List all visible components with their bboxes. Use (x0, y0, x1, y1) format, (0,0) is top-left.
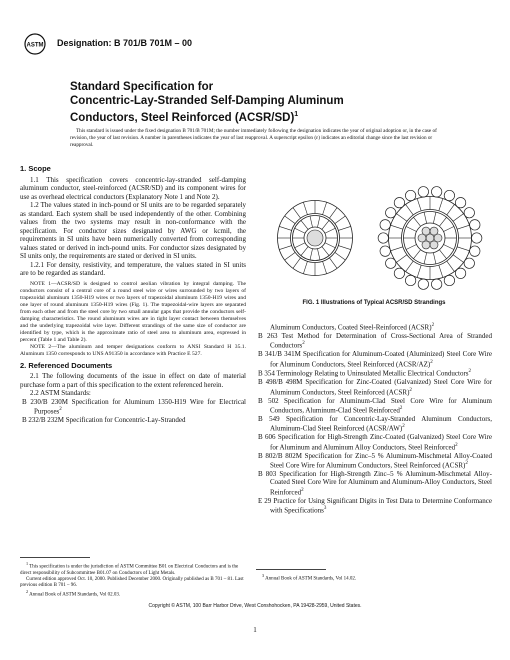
trapezoidal-layer-divider (335, 252, 346, 260)
reference-continuation-text: Aluminum Conductors, Coated Steel-Reinforced (ACSR) (270, 323, 432, 332)
round-aluminum-wire (394, 268, 404, 278)
trapezoidal-layer-divider (317, 216, 320, 227)
round-aluminum-wire (386, 208, 396, 218)
title-line-3-text: Conductors, Steel Reinforced (ACSR/SD) (70, 111, 295, 124)
round-aluminum-wire (455, 198, 465, 208)
steel-core-wire (307, 230, 323, 246)
issuance-notice: This standard is issued under the fixed designation B 701/B 701M; the number immediately following the designation indicates the year of original adoption or, in the case of revision, the year of last revision. A number in parentheses indicates the year of last reapproval. A superscript epsilon (ε) indicates an editorial change since the last revision or reapproval. (70, 128, 437, 148)
reference-item (256, 350, 492, 368)
round-aluminum-wire (431, 187, 441, 197)
trapezoidal-layer-divider (301, 247, 308, 256)
trapezoidal-layer-divider (413, 250, 420, 259)
footnote-text: This specification is under the jurisdiction of ASTM Committee B01 on Electrical Conductors and is the direct responsibility of Subcommittee B01.07 on Conductors of Light Metals. (20, 564, 239, 576)
trapezoidal-layer-divider (303, 202, 307, 214)
reference-item-sup: 2 (455, 442, 458, 448)
trapezoidal-layer-divider (439, 199, 443, 211)
trapezoidal-layer-divider (325, 243, 335, 248)
footnotes-right (256, 573, 492, 583)
trapezoidal-layer-divider (413, 217, 420, 226)
reference-item-text: B 502 Specification for Aluminum-Clad Steel Core Wire for Aluminum Conductors, Aluminum-Clad Steel Reinforced (258, 396, 492, 415)
footnote (256, 573, 492, 583)
trapezoidal-layer-divider (439, 250, 446, 259)
astm-logo (24, 33, 46, 55)
round-aluminum-wire (470, 246, 480, 256)
reference-item-sup: 2 (402, 424, 405, 430)
trapezoidal-layer-divider (439, 217, 446, 226)
trapezoidal-layer-divider (303, 261, 307, 273)
round-aluminum-wire (464, 208, 474, 218)
round-aluminum-wire (470, 220, 480, 230)
trapezoidal-layer-divider (329, 258, 337, 269)
round-aluminum-wire (464, 258, 474, 268)
trapezoidal-layer-divider (417, 265, 421, 277)
trapezoidal-layer-divider (433, 253, 436, 264)
reference-item-text: B 606 Specification for High-Strength Zinc-Coated (Galvanized) Steel Core Wire for Aluminum and Aluminum Alloy Conductors, Steel Reinforced (258, 433, 492, 452)
note-1: NOTE 1—ACSR/SD is designed to control aeolian vibration by integral damping. The conductors consist of a central core of a round steel wire or wires surrounded by two layers of trapezoidal aluminum 1350-H19 wires or two layers of trapezoidal aluminum 1350-H19 wires and one layer of round aluminum 1350-H19 wires (Fig. 1). The trapezoidal-wire layers are separated from each other and from the steel core by two small annular gaps that provide the conductors self-damping characteristics. The round aluminum wires are in tight layer contact between themselves and the underlying trapezoidal wire layer. Different strandings of the same size of conductor are identified by type, which is the approximate ratio of steel area to aluminum area, expressed in percent (Table 1 and Table 2). (20, 280, 246, 343)
reference-item (256, 368, 492, 378)
trapezoidal-layer-divider (447, 204, 455, 215)
reference-continuation (256, 322, 492, 332)
trapezoidal-layer-divider (391, 225, 403, 229)
round-aluminum-wire (472, 233, 482, 243)
refs-2-1: 2.1 The following documents of the issue in effect on date of material purchase form a part of this specification to the extent referenced herein. (20, 372, 246, 389)
trapezoidal-layer-divider (444, 245, 454, 250)
left-column (20, 161, 246, 424)
footnote-text: Annual Book of ASTM Standards, Vol 02.03. (29, 593, 121, 599)
reference-item-text: B 341/B 341M Specification for Aluminum-Coated (Aluminized) Steel Core Wire for Aluminum Conductors, Steel Reinforced (ACSR/AZ) (258, 350, 492, 368)
footnote-text: Current edition approved Oct. 10, 2000. Published December 2000. Originally published as B 701 – 81. Last previous edition B 701 – 96. (20, 577, 244, 589)
trapezoidal-layer-divider (453, 255, 464, 263)
trapezoidal-layer-divider (338, 226, 350, 230)
trapezoidal-layer-divider (329, 208, 337, 219)
trapezoidal-layer-divider (293, 258, 301, 269)
footnote (20, 589, 246, 599)
reference-item-sup: 2 (59, 407, 62, 412)
trapezoidal-layer-divider (295, 228, 305, 233)
title-line-2: Concentric-Lay-Stranded Self-Damping Aluminum (70, 95, 344, 107)
page-title (70, 80, 400, 125)
steel-core-wire (430, 227, 438, 235)
round-aluminum-wire (444, 190, 454, 200)
reference-item-sup: 2 (302, 341, 305, 347)
reference-item (256, 470, 492, 497)
trapezoidal-layer-divider (447, 261, 455, 272)
trapezoidal-layer-divider (457, 225, 469, 229)
round-aluminum-wire (418, 187, 428, 197)
round-aluminum-wire (394, 198, 404, 208)
reference-item (256, 378, 492, 396)
round-aluminum-wire (444, 275, 454, 285)
round-aluminum-wire (431, 279, 441, 289)
copyright: Copyright © ASTM, 100 Barr Harbor Drive, West Conshohocken, PA 19428-2959, United States. (148, 603, 362, 609)
reference-item (256, 415, 492, 433)
footnote-rule-right (256, 569, 326, 570)
trapezoidal-layer-divider (444, 227, 454, 232)
reference-item (256, 332, 492, 350)
right-reference-list (256, 332, 492, 515)
note-2: NOTE 2—The aluminum and temper designations conform to ANSI Standard H 35.1. Aluminum 1350 corresponds to UNS A91350 in accordance with Practice E 527. (20, 343, 246, 357)
reference-item-text: B 498/B 498M Specification for Zinc-Coated (Galvanized) Steel Core Wire for Aluminum Conductors, Steel Reinforced (ACSR) (258, 378, 492, 397)
round-aluminum-wire (405, 275, 415, 285)
left-reference-list (20, 398, 246, 425)
trapezoidal-layer-divider (301, 220, 308, 229)
reference-item (256, 433, 492, 451)
right-column (256, 322, 492, 515)
footnote (20, 561, 246, 577)
trapezoidal-layer-divider (293, 208, 301, 219)
trapezoidal-layer-divider (325, 228, 335, 233)
reference-item (20, 416, 246, 425)
trapezoidal-layer-divider (310, 249, 313, 260)
reference-item (20, 398, 246, 416)
figure-caption: FIG. 1 Illustrations of Typical ACSR/SD Strandings (302, 300, 446, 306)
trapezoidal-layer-divider (433, 212, 436, 223)
round-aluminum-wire (418, 279, 428, 289)
round-aluminum-wire (378, 233, 388, 243)
trapezoidal-layer-divider (323, 261, 327, 273)
title-line-1: Standard Specification for (70, 81, 214, 93)
reference-item-text: B 354 Terminology Relating to Uninsulated Metallic Electrical Conductors (258, 369, 469, 378)
reference-item-sup: 2 (301, 487, 304, 493)
trapezoidal-layer-divider (406, 261, 414, 272)
trapezoidal-layer-divider (279, 246, 291, 250)
reference-item-text: B 232/B 232M Specification for Concentric-Lay-Stranded (22, 415, 186, 424)
refs-heading: 2. Referenced Documents (20, 360, 113, 370)
reference-item-text: B 803 Specification for High-Strength Zinc–5 % Aluminum-Mischmetal Alloy-Coated Steel Core Wire for Aluminum and Aluminum-Alloy Conductors, Steel Reinforced (258, 469, 492, 497)
trapezoidal-layer-divider (457, 247, 469, 251)
footnote-mark: 2 (26, 589, 29, 595)
title-footnote-mark: 1 (294, 111, 299, 118)
reference-item-text: B 802/B 802M Specification for Zinc–5 % Aluminum-Mischmetal Alloy-Coated Steel Core Wire for Aluminum Conductors, Steel Reinforced (ACSR) (258, 451, 492, 470)
refs-2-2: 2.2 ASTM Standards: (30, 389, 91, 397)
trapezoidal-layer-divider (406, 204, 414, 215)
reference-item (256, 497, 492, 515)
trapezoidal-layer-divider (285, 216, 296, 224)
title-line-3 (70, 108, 400, 125)
figure-1-strandings (258, 178, 490, 298)
trapezoidal-layer-divider (406, 227, 416, 232)
footnote-rule-left (20, 557, 90, 558)
steel-core-wire (422, 227, 430, 235)
footnote (20, 577, 246, 589)
trapezoidal-layer-divider (417, 199, 421, 211)
page-number: 1 (253, 626, 257, 634)
reference-item-sup: 2 (430, 359, 433, 365)
round-aluminum-wire (405, 190, 415, 200)
reference-item-text: B 263 Test Method for Determination of Cross-Sectional Area of Stranded Conductors (258, 331, 492, 350)
trapezoidal-layer-divider (406, 245, 416, 250)
trapezoidal-layer-divider (439, 265, 443, 277)
scope-1-2-1: 1.2.1 For density, resistivity, and temperature, the values stated in SI units are to be regarded as standard. (20, 260, 246, 277)
trapezoidal-layer-divider (322, 220, 329, 229)
footnote-mark: 1 (26, 561, 29, 566)
reference-item (256, 452, 492, 470)
footnote-mark: 3 (262, 573, 265, 578)
reference-item-sup: 2 (468, 369, 472, 375)
trapezoidal-layer-divider (338, 246, 350, 250)
reference-item-text: E 29 Practice for Using Significant Digits in Test Data to Determine Conformance with Specifications (258, 496, 492, 515)
trapezoidal-layer-divider (317, 249, 320, 260)
trapezoidal-layer-divider (335, 216, 346, 224)
reference-item-sup: 2 (465, 461, 468, 467)
round-aluminum-wire (380, 246, 390, 256)
trapezoidal-layer-divider (453, 214, 464, 222)
footnote-text: Annual Book of ASTM Standards, Vol 14.02. (265, 576, 357, 582)
designation: Designation: B 701/B 701M – 00 (57, 38, 193, 48)
trapezoidal-layer-divider (391, 247, 403, 251)
scope-1-2: 1.2 The values stated in inch-pound or SI units are to be regarded separately as standard. Each system shall be used independently of the other. Combining values from the two systems may result in non-conformance with the specification. For conductor sizes designated by AWG or kcmil, the requirements in SI units have been numerically converted from corresponding values stated or derived in inch-pound units. For conductor sizes designated by SI units only, the requirements are stated or derived in SI units. (20, 201, 246, 260)
reference-item-sup: 3 (323, 506, 327, 512)
trapezoidal-layer-divider (285, 252, 296, 260)
trapezoidal-layer-divider (323, 202, 327, 214)
round-aluminum-wire (380, 220, 390, 230)
reference-continuation-sup: 2 (431, 323, 435, 328)
trapezoidal-layer-divider (310, 216, 313, 227)
trapezoidal-layer-divider (424, 212, 427, 223)
reference-item (256, 397, 492, 415)
round-aluminum-wire (455, 268, 465, 278)
reference-item-text: B 549 Specification for Concentric-Lay-Stranded Aluminum Conductors, Aluminum-Clad Steel Reinforced (ACSR/AW) (258, 414, 492, 433)
scope-heading: 1. Scope (20, 164, 51, 173)
trapezoidal-layer-divider (396, 255, 407, 263)
trapezoidal-layer-divider (322, 247, 329, 256)
trapezoidal-layer-divider (295, 243, 305, 248)
steel-core-wire (430, 241, 438, 249)
svg-text:ASTM: ASTM (26, 42, 44, 49)
reference-item-text: B 230/B 230M Specification for Aluminum 1350-H19 Wire for Electrical Purposes (22, 397, 246, 416)
reference-item-sup: 2 (409, 387, 412, 393)
scope-1-1: 1.1 This specification covers concentric-lay-stranded self-damping aluminum conductor, steel-reinforced (ACSR/SD) and its component wires for use as overhead electrical conductors (Explanatory Note 1 and Note 2). (20, 175, 246, 201)
footnotes-left (20, 561, 246, 599)
trapezoidal-layer-divider (424, 253, 427, 264)
reference-item-sup: 2 (399, 406, 403, 412)
trapezoidal-layer-divider (396, 214, 407, 222)
trapezoidal-layer-divider (279, 226, 291, 230)
round-aluminum-wire (386, 258, 396, 268)
